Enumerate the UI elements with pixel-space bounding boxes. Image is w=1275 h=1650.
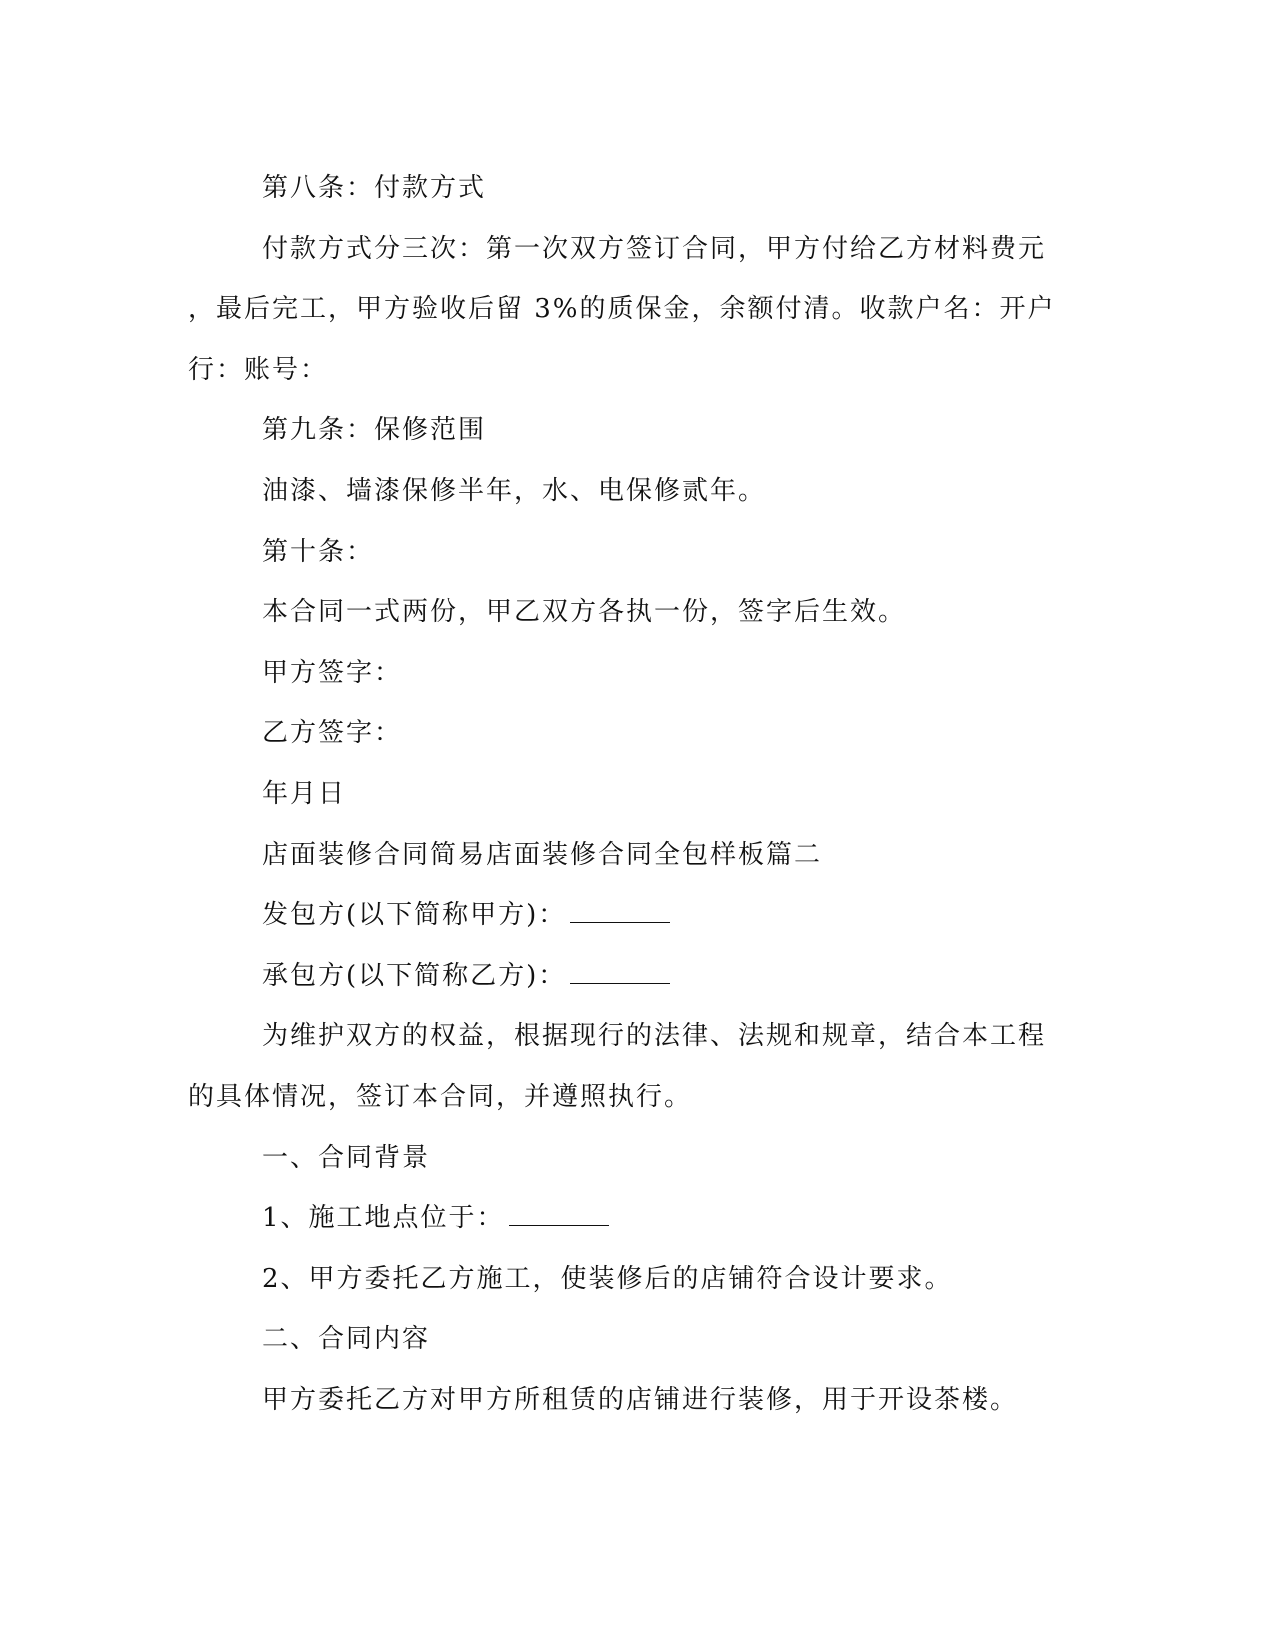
paragraph-line: 油漆、墙漆保修半年，水、电保修贰年。 — [262, 475, 767, 506]
location-line — [188, 1188, 1068, 1249]
article-8-heading: 第八条：付款方式 — [262, 173, 487, 203]
section-title: 店面装修合同简易店面装修合同全包样板篇二 — [262, 839, 823, 870]
paragraph-line: 行：账号： — [188, 354, 329, 385]
party-b-signature-label: 乙方签字： — [262, 718, 403, 749]
party-a-signature-label: 甲方签字： — [262, 657, 403, 688]
employer-line — [188, 885, 1068, 946]
location-label: 1、施工地点位于： — [262, 1203, 505, 1234]
paragraph-line: 2、甲方委托乙方施工，使装修后的店铺符合设计要求。 — [262, 1263, 953, 1294]
contractor-line — [188, 946, 1068, 1007]
date-label: 年月日 — [262, 778, 347, 809]
document-body — [188, 158, 1068, 1430]
paragraph-line: 甲方委托乙方对甲方所租赁的店铺进行装修，用于开设茶楼。 — [262, 1384, 1019, 1415]
employer-label: 发包方(以下简称甲方)： — [262, 900, 567, 931]
paragraph-line: ，最后完工，甲方验收后留 3%的质保金，余额付清。收款户名：开户 — [188, 294, 1056, 325]
employer-blank — [570, 896, 670, 923]
contractor-blank — [570, 957, 670, 984]
contractor-label: 承包方(以下简称乙方)： — [262, 960, 567, 991]
article-10-heading: 第十条： — [262, 536, 375, 567]
section-2-heading: 二、合同内容 — [262, 1324, 431, 1355]
paragraph-line: 付款方式分三次：第一次双方签订合同，甲方付给乙方材料费元 — [262, 233, 1047, 264]
location-blank — [509, 1199, 609, 1226]
paragraph-line: 的具体情况，签订本合同，并遵照执行。 — [188, 1081, 693, 1112]
paragraph-line: 本合同一式两份，甲乙双方各执一份，签字后生效。 — [262, 597, 907, 628]
paragraph-line: 为维护双方的权益，根据现行的法律、法规和规章，结合本工程 — [262, 1021, 1047, 1052]
article-9-heading: 第九条：保修范围 — [262, 415, 487, 446]
section-1-heading: 一、合同背景 — [262, 1142, 431, 1173]
